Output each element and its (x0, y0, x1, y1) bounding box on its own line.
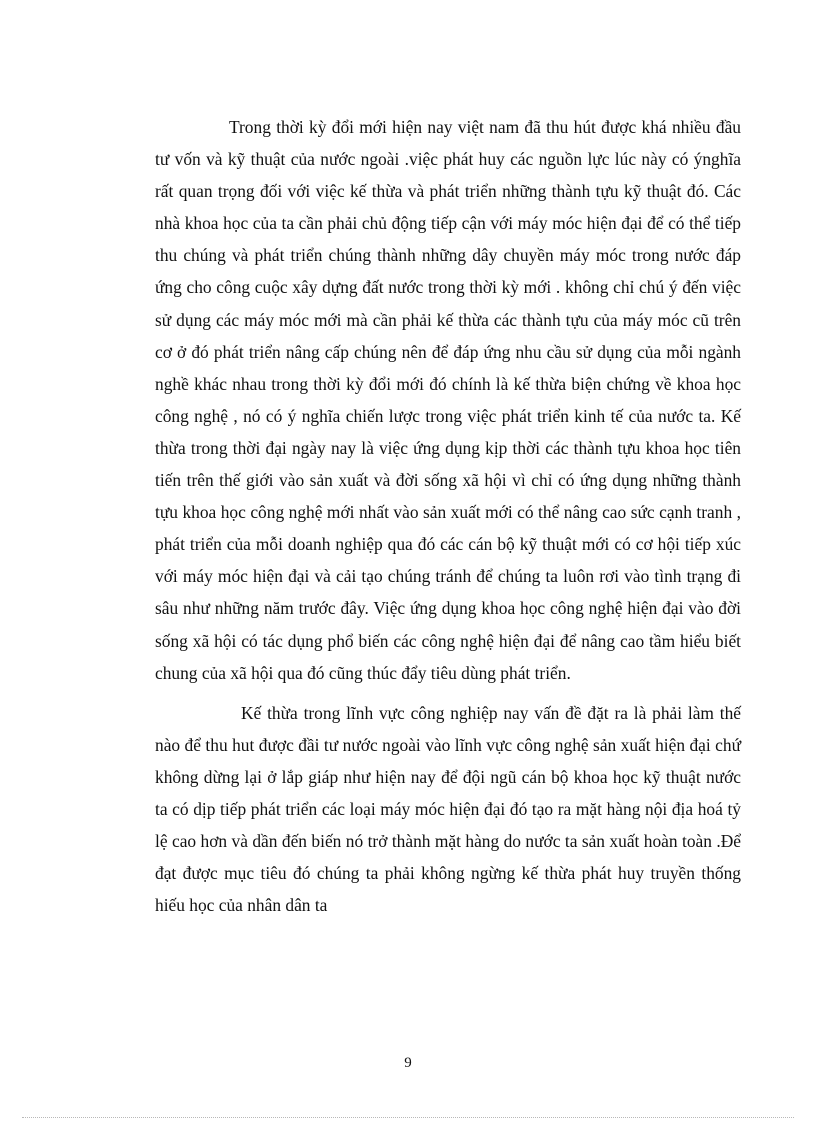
page-boundary-divider (22, 1117, 794, 1118)
paragraph-2: Kế thừa trong lĩnh vực công nghiệp nay vấn đề đặt ra là phải làm thế nào để thu hut được đầi tư nước ngoài vào lĩnh vực công nghệ sản xuất hiện đại chứ không dừng lại ở lắp giáp như hiện nay để đội ngũ cán bộ khoa học kỹ thuật nước ta có dịp tiếp phát triển các loại máy móc hiện đại đó tạo ra mặt hàng nội địa hoá tỷ lệ cao hơn và dần đến biến nó trở thành mặt hàng do nước ta sản xuất hoàn toàn .Để đạt được mục tiêu đó chúng ta phải không ngừng kế thừa phát huy truyền thống hiếu học của nhân dân ta (155, 702, 741, 916)
paragraph-1: Trong thời kỳ đổi mới hiện nay việt nam đã thu hút được khá nhiều đầu tư vốn và kỹ thuật của nước ngoài .việc phát huy các nguồn lực lúc này có ýnghĩa rất quan trọng đối với việc kế thừa và phát triển những thành tựu kỹ thuật đó. Các nhà khoa học của ta cần phải chủ động tiếp cận với máy móc hiện đại để có thể tiếp thu chúng và phát triển chúng thành những dây chuyền máy móc trong nước đáp ứng cho công cuộc xây dựng đất nước trong thời kỳ mới . không chỉ chú ý đến việc sử dụng các máy móc mới mà cần phải kế thừa các thành tựu của máy móc cũ trên cơ ở đó phát triển nâng cấp chúng nên để đáp ứng nhu cầu sử dụng của mỗi ngành nghề khác nhau trong thời kỳ đổi mới đó chính là kế thừa biện chứng về khoa học công nghệ , nó có ý nghĩa chiến lược trong việc phát triển kinh tế của nước ta. Kế thừa trong thời đại ngày nay là việc ứng dụng kịp thời các thành tựu khoa học tiên tiến trên thế giới vào sản xuất và đời sống xã hội vì chỉ có ứng dụng những thành tựu khoa học công nghệ mới nhất vào sản xuất mới có thể nâng cao sức cạnh tranh , phát triển của mỗi doanh nghiệp qua đó các cán bộ kỹ thuật mới có cơ hội tiếp xúc với máy móc hiện đại và cải tạo chúng tránh để chúng ta luôn rơi vào tình trạng đi sâu như những năm trước đây. Việc ứng dụng khoa học công nghệ hiện đại vào đời sống xã hội có tác dụng phổ biến các công nghệ hiện đại để nâng cao tầm hiểu biết chung của xã hội qua đó cũng thúc đẩy tiêu dùng phát triển. (155, 117, 741, 683)
page-number: 9 (404, 1055, 412, 1071)
body-text (155, 111, 741, 921)
